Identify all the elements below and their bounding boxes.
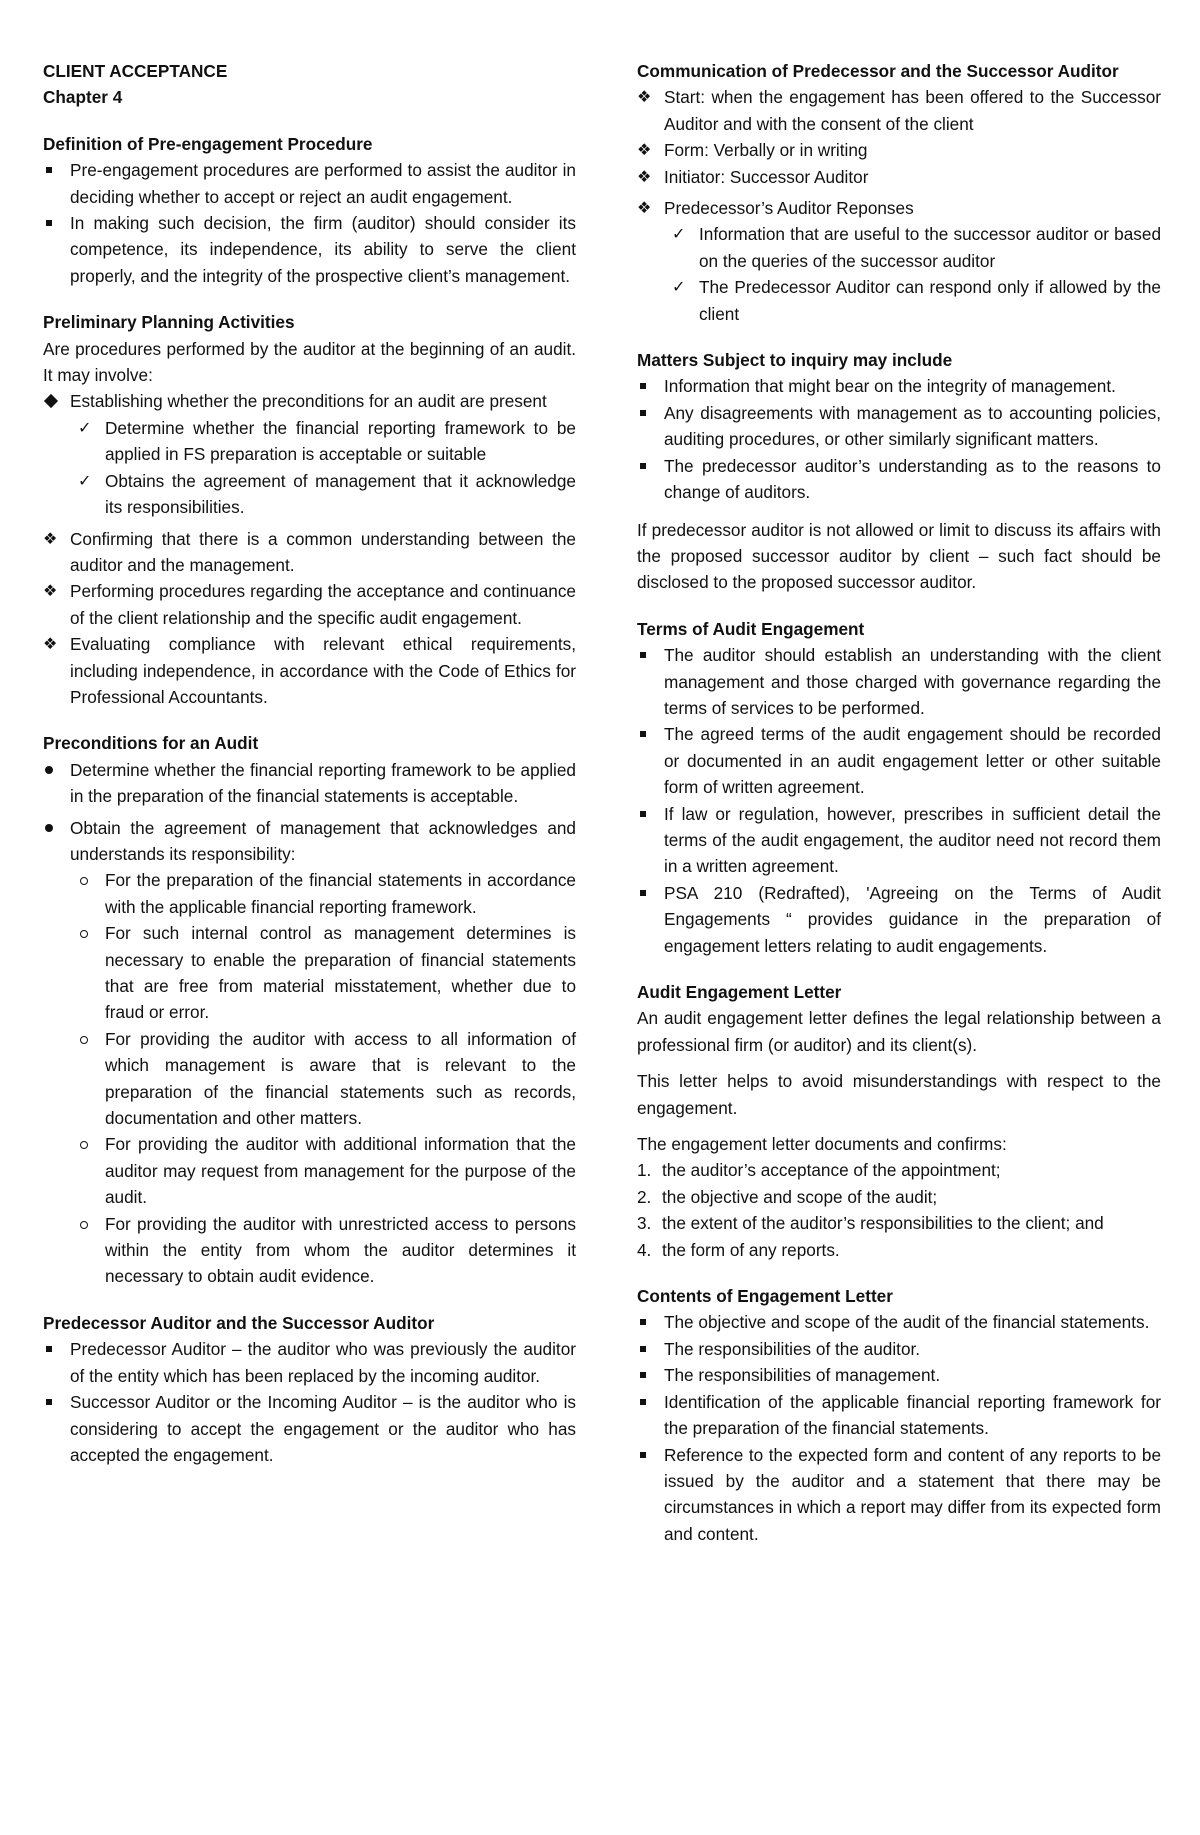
list-item: The responsibilities of the auditor. (664, 1338, 921, 1359)
list-item: 3. the extent of the auditor’s responsibilities to the client; and (637, 1210, 1161, 1236)
left-column (43, 58, 576, 1482)
numbered-list (637, 1157, 1161, 1263)
list-item: For such internal control as management determines is necessary to enable the preparation of financial statements that are free from material misstatement, whether due to fraud or error. (105, 923, 576, 1023)
section-communication (637, 58, 1161, 327)
list-item: PSA 210 (Redrafted), 'Agreeing on the Terms of Audit Engagements “ provides guidance in the preparation of engagement letters relating to audit engagements. (664, 882, 1161, 956)
list-item: ❖ Predecessor’s Auditor Reponses (637, 195, 1161, 221)
section-heading: Predecessor Auditor and the Successor Auditor (43, 1312, 435, 1333)
checkmark-icon: ✓ (78, 417, 92, 437)
four-point-star-icon: ❖ (43, 581, 58, 601)
list-item: 2. the objective and scope of the audit; (637, 1184, 1161, 1210)
list-item: Determine whether the financial reporting framework to be applied in the preparation of the financial statements is acceptable. (70, 759, 576, 807)
predecessor-list (43, 1336, 576, 1468)
list-item: ✓ The Predecessor Auditor can respond only if allowed by the client (672, 274, 1161, 327)
list-item: Successor Auditor or the Incoming Auditor – is the auditor who is considering to accept the engagement or the auditor who has accepted the engagement. (70, 1392, 576, 1465)
paragraph: An audit engagement letter defines the legal relationship between a professional firm (or auditor) and its client(s). (637, 1008, 1161, 1055)
list-item: If law or regulation, however, prescribes in sufficient detail the terms of the audit engagement, the auditor need not record them in a written agreement. (664, 803, 1161, 877)
matters-list (637, 373, 1161, 505)
section-terms (637, 616, 1161, 959)
section-heading: Preliminary Planning Activities (43, 312, 295, 333)
four-point-star-icon: ❖ (637, 87, 652, 107)
four-point-star-icon: ❖ (43, 634, 58, 654)
list-item: ❖ Evaluating compliance with relevant ethical requirements, including independence, in accordance with the Code of Ethics for Professional Accountants. (43, 631, 576, 710)
list-number: 4. (637, 1239, 652, 1260)
contents-list (637, 1309, 1161, 1547)
section-heading: Matters Subject to inquiry may include (637, 350, 953, 371)
section-heading: Preconditions for an Audit (43, 733, 259, 754)
communication-list (637, 84, 1161, 327)
section-heading: Audit Engagement Letter (637, 982, 842, 1002)
list-item: Identification of the applicable financial reporting framework for the preparation of the financial statements. (664, 1391, 1161, 1439)
list-item: Pre-engagement procedures are performed to assist the auditor in deciding whether to accept or reject an audit engagement. (70, 160, 576, 207)
section-definition (43, 131, 576, 289)
section-heading: Definition of Pre-engagement Procedure (43, 133, 373, 154)
list-item: For the preparation of the financial statements in accordance with the applicable financial reporting framework. (105, 870, 576, 917)
list-item: ❖ Form: Verbally or in writing (637, 137, 1161, 163)
list-item: Obtain the agreement of management that acknowledges and understands its responsibility: (70, 817, 576, 864)
section-engagement-letter (637, 979, 1161, 1263)
list-item: Information that might bear on the integrity of management. (664, 376, 1116, 397)
list-item: Reference to the expected form and content of any reports to be issued by the auditor and a statement that there may be circumstances in which a report may differ from its expected form and content. (664, 1444, 1161, 1544)
list-item: ❖ Performing procedures regarding the acceptance and continuance of the client relationship and the specific audit engagement. (43, 578, 576, 631)
list-item: The predecessor auditor’s understanding as to the reasons to change of auditors. (664, 455, 1161, 503)
list-item: 4. the form of any reports. (637, 1237, 1161, 1263)
definition-list (43, 157, 576, 289)
section-heading: Terms of Audit Engagement (637, 618, 865, 639)
preliminary-list (43, 388, 576, 710)
list-item: 1. the auditor’s acceptance of the appointment; (637, 1157, 1161, 1183)
section-contents (637, 1283, 1161, 1547)
section-preconditions (43, 730, 576, 1290)
list-number: 1. (637, 1160, 652, 1181)
paragraph: The engagement letter documents and confirms: (637, 1134, 1007, 1155)
list-item: ❖ Confirming that there is a common understanding between the auditor and the management. (43, 526, 576, 579)
list-item: Any disagreements with management as to accounting policies, auditing procedures, or other similarly significant matters. (664, 402, 1161, 450)
list-item: For providing the auditor with access to all information of which management is aware that is relevant to the preparation of the financial statements such as records, documentation and other matters. (105, 1028, 576, 1129)
list-item: The objective and scope of the audit of the financial statements. (664, 1312, 1150, 1333)
list-item: In making such decision, the firm (auditor) should consider its competence, its independence, its ability to serve the client properly, and the integrity of the prospective client’s management. (70, 213, 576, 286)
four-point-star-icon: ❖ (637, 140, 652, 160)
list-number: 3. (637, 1213, 652, 1234)
list-item: Predecessor Auditor – the auditor who was previously the auditor of the entity which has been replaced by the incoming auditor. (70, 1339, 576, 1386)
section-preliminary-planning (43, 309, 576, 710)
checkmark-icon: ✓ (78, 470, 92, 490)
list-item: The responsibilities of management. (664, 1365, 941, 1386)
four-point-star-icon: ❖ (43, 528, 58, 548)
list-number: 2. (637, 1186, 652, 1207)
four-point-star-icon: ❖ (637, 166, 652, 186)
list-item: ✓ Determine whether the financial reporting framework to be applied in FS preparation is acceptable or suitable (78, 415, 576, 468)
section-heading: Communication of Predecessor and the Successor Auditor (637, 61, 1119, 81)
list-item: For providing the auditor with additional information that the auditor may request from management for the purpose of the audit. (105, 1134, 576, 1208)
paragraph: Are procedures performed by the auditor at the beginning of an audit. It may involve: (43, 338, 576, 386)
paragraph: This letter helps to avoid misunderstandings with respect to the engagement. (637, 1071, 1161, 1118)
list-item: ❖ Start: when the engagement has been offered to the Successor Auditor and with the consent of the client (637, 84, 1161, 137)
chapter-label: Chapter 4 (43, 87, 123, 108)
section-matters-inquiry (637, 347, 1161, 596)
checkmark-icon: ✓ (672, 277, 686, 297)
section-predecessor-successor (43, 1310, 576, 1468)
list-item: The agreed terms of the audit engagement should be recorded or documented in an audit engagement letter or other suitable form of written agreement. (664, 724, 1161, 798)
list-item: ❖ Initiator: Successor Auditor (637, 164, 1161, 190)
list-item: ✓ Information that are useful to the successor auditor or based on the queries of the successor auditor (672, 221, 1161, 274)
paragraph: If predecessor auditor is not allowed or limit to discuss its affairs with the proposed successor auditor by client – such fact should be disclosed to the proposed successor auditor. (637, 519, 1161, 593)
checkmark-icon: ✓ (672, 224, 686, 244)
document-title: CLIENT ACCEPTANCE (43, 61, 228, 81)
list-item: The auditor should establish an understanding with the client management and those charged with governance regarding the terms of services to be performed. (664, 645, 1161, 718)
document-heading (43, 58, 576, 111)
list-item: For providing the auditor with unrestricted access to persons within the entity from whom the auditor determines it necessary to obtain audit evidence. (105, 1213, 576, 1287)
four-point-star-icon: ❖ (637, 198, 652, 218)
terms-list (637, 642, 1161, 959)
right-column (637, 58, 1161, 1561)
list-item: ✓ Obtains the agreement of management that it acknowledge its responsibilities. (78, 468, 576, 521)
section-heading: Contents of Engagement Letter (637, 1286, 893, 1307)
preconditions-list (43, 757, 576, 1290)
list-item: Establishing whether the preconditions for an audit are present (70, 391, 547, 412)
